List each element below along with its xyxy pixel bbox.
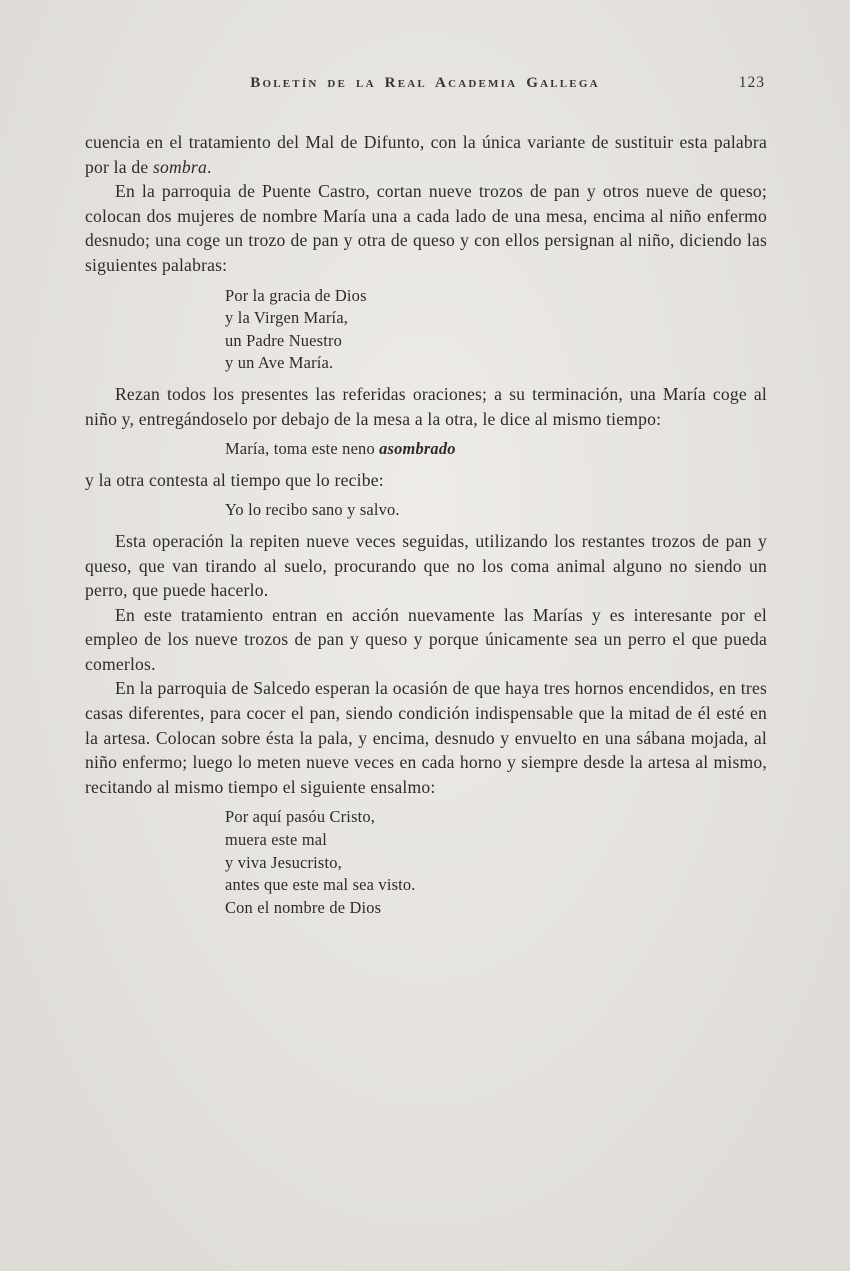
paragraph-contesta: y la otra contesta al tiempo que lo recibe:: [85, 469, 384, 490]
text-run: .: [206, 156, 212, 177]
verse-block-recibo: [225, 499, 767, 522]
verse-line: Con el nombre de Dios: [225, 897, 382, 917]
verse-block-ensalmo: [225, 806, 767, 919]
verse-line: y un Ave María.: [225, 353, 334, 373]
verse-line: Yo lo recibo sano y salvo.: [225, 500, 400, 520]
text-run: María, toma este neno: [225, 439, 380, 459]
paragraph-tratamiento: En este tratamiento entran en acción nuevamente las Marías y es interesante por el empleo de los nueve trozos de pan y queso y porque únicamente sea un perro el que pueda comerlos.: [85, 604, 767, 674]
paragraph-continuation: [85, 130, 767, 179]
verse-line: y viva Jesucristo,: [225, 852, 342, 872]
verse-line: Por aquí pasóu Cristo,: [225, 807, 376, 827]
paragraph-puente-castro: En la parroquia de Puente Castro, cortan nueve trozos de pan y otros nueve de queso; colocan dos mujeres de nombre María una a cada lado de una mesa, encima al niño enfermo desnudo; una coge un trozo de pan y otra de queso y con ellos persignan al niño, diciendo las siguientes palabras:: [85, 181, 767, 275]
page-body: [85, 130, 767, 919]
page-header: [83, 74, 767, 96]
paragraph-rezan: Rezan todos los presentes las referidas oraciones; a su terminación, una María coge al niño y, entregándoselo por debajo de la mesa a la otra, le dice al mismo tiempo:: [85, 383, 767, 429]
paragraph-salcedo: En la parroquia de Salcedo esperan la ocasión de que haya tres hornos encendidos, en tres casas diferentes, para cocer el pan, siendo condición indispensable que la mitad de él esté en la artesa. Colocan sobre ésta la pala, y encima, desnudo y envuelto en una sábana mojada, al niño enfermo; luego lo meten nueve veces en cada horno y siempre desde la artesa al mismo, recitando al mismo tiempo el siguiente ensalmo:: [85, 678, 767, 797]
verse-line: muera este mal: [225, 830, 328, 850]
verse-block-oracion: [225, 285, 767, 375]
page-number: 123: [738, 74, 765, 91]
text-run: cuencia en el tratamiento del Mal de Difunto, con la única variante de sustituir esta palabra por la de: [85, 132, 767, 177]
italic-word-asombrado: asombrado: [379, 439, 456, 459]
italic-word-sombra: sombra: [152, 156, 207, 177]
journal-title: Boletín de la Real Academia Gallega: [250, 75, 600, 91]
verse-block-maria-toma: [225, 438, 767, 461]
verse-line: y la Virgen María,: [225, 308, 349, 328]
verse-line: [225, 438, 767, 461]
paragraph-operacion: Esta operación la repiten nueve veces seguidas, utilizando los restantes trozos de pan y queso, que van tirando al suelo, procurando que no los coma animal alguno no siendo un perro, que puede hacerlo.: [85, 530, 767, 601]
verse-line: antes que este mal sea visto.: [225, 875, 416, 895]
verse-line: un Padre Nuestro: [225, 330, 342, 350]
verse-line: Por la gracia de Dios: [225, 285, 367, 305]
